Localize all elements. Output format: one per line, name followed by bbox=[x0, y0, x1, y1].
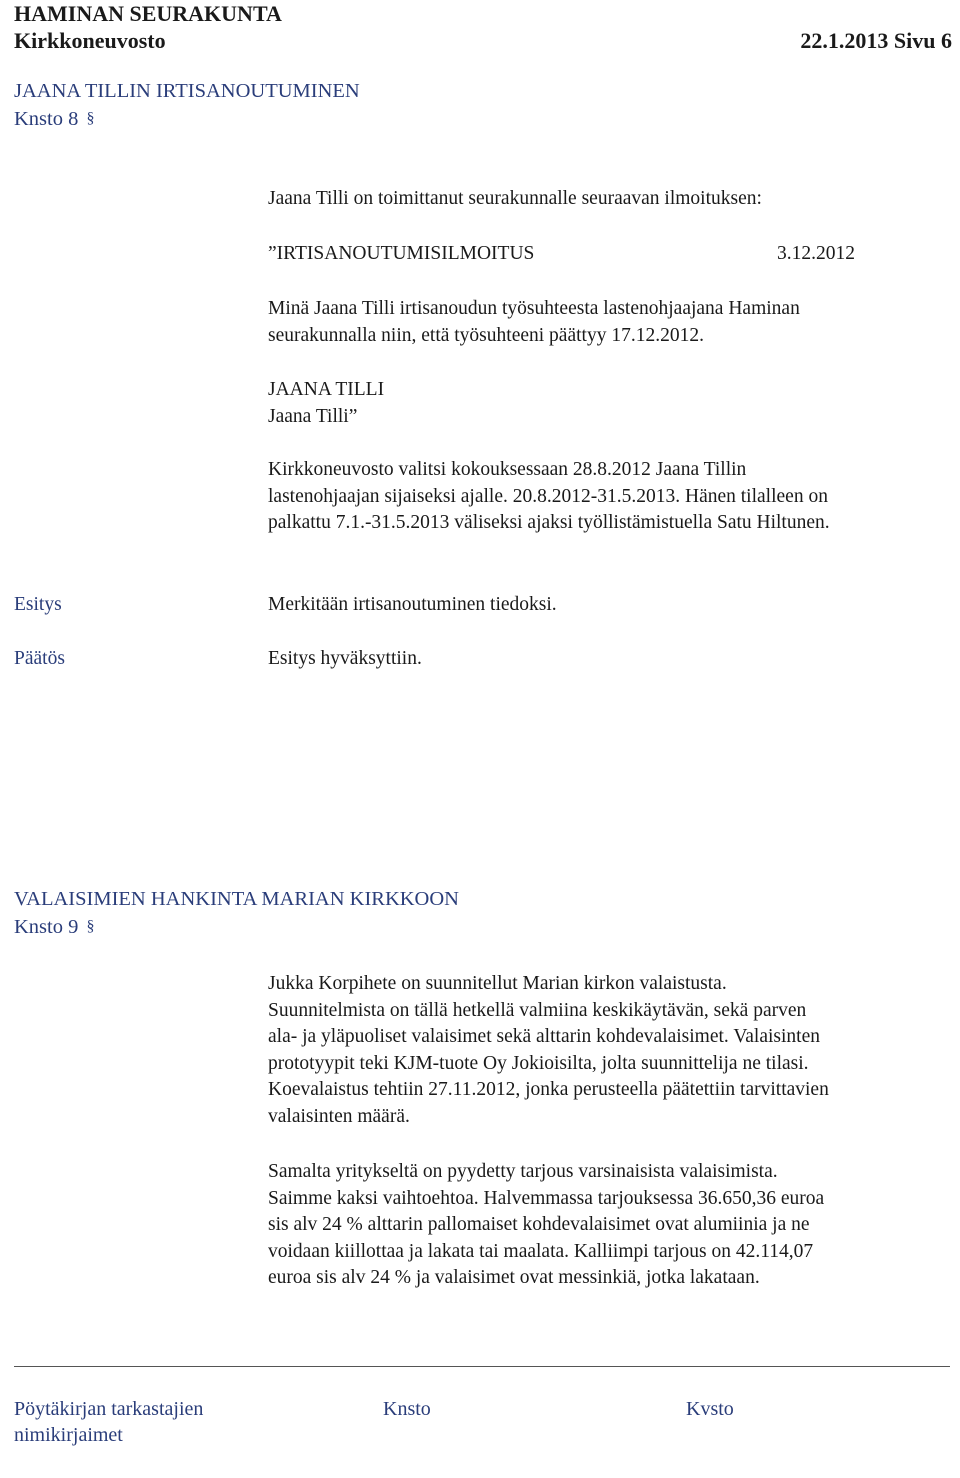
paragraph-line: Samalta yritykseltä on pyydetty tarjous varsinaisista valaisimista. bbox=[268, 1161, 778, 1182]
paragraph-line: voidaan kiillottaa ja lakata tai maalata. Kalliimpi tarjous on 42.114,07 bbox=[268, 1240, 814, 1262]
info-line: Kirkkoneuvosto valitsi kokouksessaan 28.8.2012 Jaana Tillin bbox=[268, 459, 747, 480]
footer-reviewers-line1: Pöytäkirjan tarkastajien bbox=[14, 1398, 204, 1420]
info-paragraph bbox=[268, 457, 948, 537]
footer-kvsto: Kvsto bbox=[686, 1398, 734, 1420]
footer-knsto: Knsto bbox=[383, 1398, 431, 1420]
notice-body bbox=[268, 296, 948, 349]
section-symbol-icon: § bbox=[86, 110, 95, 127]
notice-open-quote: ” bbox=[268, 243, 277, 264]
paragraph-line: valaisinten määrä. bbox=[268, 1105, 410, 1127]
notice-title: ”IRTISANOUTUMISILMOITUS bbox=[268, 243, 535, 264]
paragraph-line: euroa sis alv 24 % ja valaisimet ovat messinkiä, jotka lakataan. bbox=[268, 1267, 760, 1288]
paragraph-line: sis alv 24 % alttarin pallomaiset kohdevalaisimet ovat alumiinia ja ne bbox=[268, 1214, 810, 1235]
section-ref-label: Knsto 9 bbox=[14, 916, 79, 938]
meeting-body: Kirkkoneuvosto bbox=[14, 28, 166, 53]
notice-date: 3.12.2012 bbox=[777, 243, 855, 264]
signature-name-caps: JAANA TILLI bbox=[268, 379, 385, 400]
paragraph-line: Saimme kaksi vaihtoehtoa. Halvemmassa tarjouksessa 36.650,36 euroa bbox=[268, 1187, 825, 1209]
footer-divider bbox=[14, 1366, 950, 1367]
section-ref bbox=[14, 916, 94, 939]
notice-line: Minä Jaana Tilli irtisanoudun työsuhteesta lastenohjaajana Haminan bbox=[268, 298, 800, 319]
notice-line: seurakunnalla niin, että työsuhteeni päättyy 17.12.2012. bbox=[268, 324, 704, 346]
paragraph-line: Koevalaistus tehtiin 27.11.2012, jonka perusteella päätettiin tarvittavien bbox=[268, 1079, 829, 1100]
section-ref bbox=[14, 108, 94, 131]
paatos-text: Esitys hyväksyttiin. bbox=[268, 648, 422, 669]
section-title: VALAISIMIEN HANKINTA MARIAN KIRKKOON bbox=[14, 888, 459, 910]
paatos-label: Päätös bbox=[14, 648, 65, 669]
signature-name: Jaana Tilli” bbox=[268, 405, 358, 427]
paragraph-line: Jukka Korpihete on suunnitellut Marian kirkon valaistusta. bbox=[268, 973, 727, 994]
notice-close-quote: ” bbox=[348, 405, 358, 427]
esitys-text: Merkitään irtisanoutuminen tiedoksi. bbox=[268, 594, 557, 615]
lighting-paragraph-1 bbox=[268, 971, 948, 1130]
esitys-label: Esitys bbox=[14, 594, 62, 615]
paragraph-line: ala- ja yläpuoliset valaisimet sekä alttarin kohdevalaisimet. Valaisinten bbox=[268, 1026, 820, 1047]
footer-reviewers-line2: nimikirjaimet bbox=[14, 1424, 123, 1446]
section-ref-label: Knsto 8 bbox=[14, 108, 79, 130]
section-title: JAANA TILLIN IRTISANOUTUMINEN bbox=[14, 80, 360, 102]
lighting-paragraph-2 bbox=[268, 1159, 948, 1292]
section-symbol-icon: § bbox=[86, 918, 95, 935]
paragraph-line: prototyypit teki KJM-tuote Oy Jokioisilta, jolta suunnittelija ne tilasi. bbox=[268, 1052, 809, 1074]
info-line: lastenohjaajan sijaiseksi ajalle. 20.8.2012-31.5.2013. Hänen tilalleen on bbox=[268, 485, 828, 507]
organization-name: HAMINAN SEURAKUNTA bbox=[14, 1, 282, 26]
intro-paragraph: Jaana Tilli on toimittanut seurakunnalle seuraavan ilmoituksen: bbox=[268, 188, 762, 209]
footer-reviewers bbox=[14, 1396, 203, 1448]
date-page: 22.1.2013 Sivu 6 bbox=[800, 28, 952, 53]
paragraph-line: Suunnitelmista on tällä hetkellä valmiina keskikäytävän, sekä parven bbox=[268, 999, 807, 1021]
signature-block bbox=[268, 377, 948, 430]
info-line: palkattu 7.1.-31.5.2013 väliseksi ajaksi työllistämistuella Satu Hiltunen. bbox=[268, 512, 830, 533]
